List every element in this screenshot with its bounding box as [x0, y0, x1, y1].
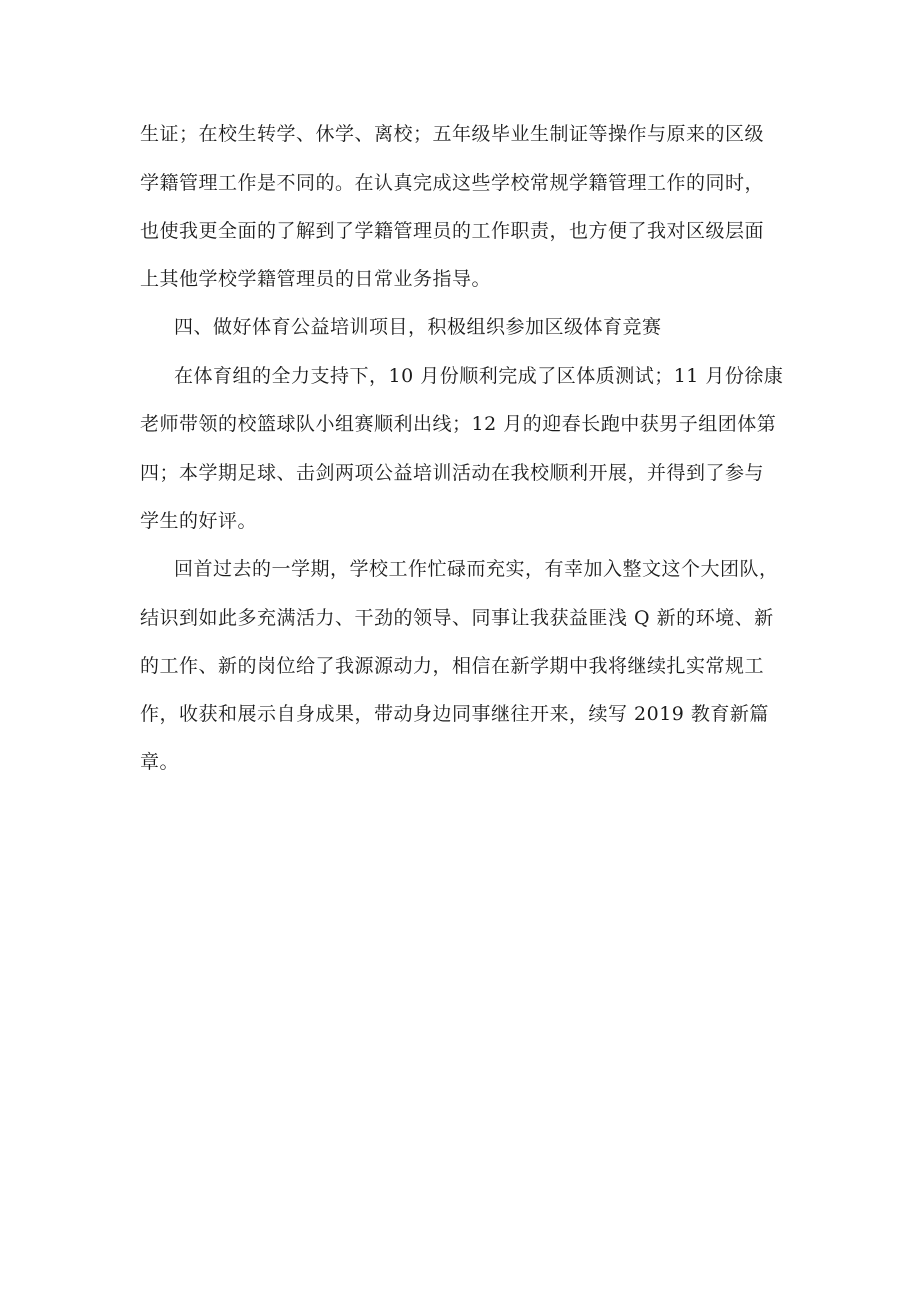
paragraph-3-line-2: 老师带领的校篮球队小组赛顺利出线；12 月的迎春长跑中获男子组团体第 [140, 413, 777, 435]
paragraph-4-line-5: 章。 [140, 751, 180, 773]
paragraph-4-line-3: 的工作、新的岗位给了我源源动力，相信在新学期中我将继续扎实常规工 [140, 655, 765, 677]
paragraph-1-line-2: 学籍管理工作是不同的。在认真完成这些学校常规学籍管理工作的同时， [140, 172, 765, 194]
paragraph-3-line-3: 四；本学期足球、击剑两项公益培训活动在我校顺利开展，并得到了参与 [140, 462, 765, 484]
paragraph-3-line-1: 在体育组的全力支持下，10 月份顺利完成了区体质测试；11 月份徐康 [174, 365, 784, 387]
paragraph-1-line-4: 上其他学校学籍管理员的日常业务指导。 [140, 268, 492, 290]
paragraph-1-line-3: 也使我更全面的了解到了学籍管理员的工作职责，也方便了我对区级层面 [140, 220, 765, 242]
paragraph-4-line-1: 回首过去的一学期，学校工作忙碌而充实，有幸加入整文这个大团队， [174, 558, 779, 580]
paragraph-1-line-1: 生证；在校生转学、休学、离校；五年级毕业生制证等操作与原来的区级 [140, 123, 765, 145]
paragraph-3-line-4: 学生的好评。 [140, 510, 258, 532]
section-heading-4: 四、做好体育公益培训项目，积极组织参加区级体育竞赛 [174, 316, 662, 338]
paragraph-4-line-4: 作，收获和展示自身成果，带动身边同事继往开来，续写 2019 教育新篇 [140, 703, 769, 725]
paragraph-4-line-2: 结识到如此多充满活力、干劲的领导、同事让我获益匪浅 Q 新的环境、新 [140, 607, 774, 629]
